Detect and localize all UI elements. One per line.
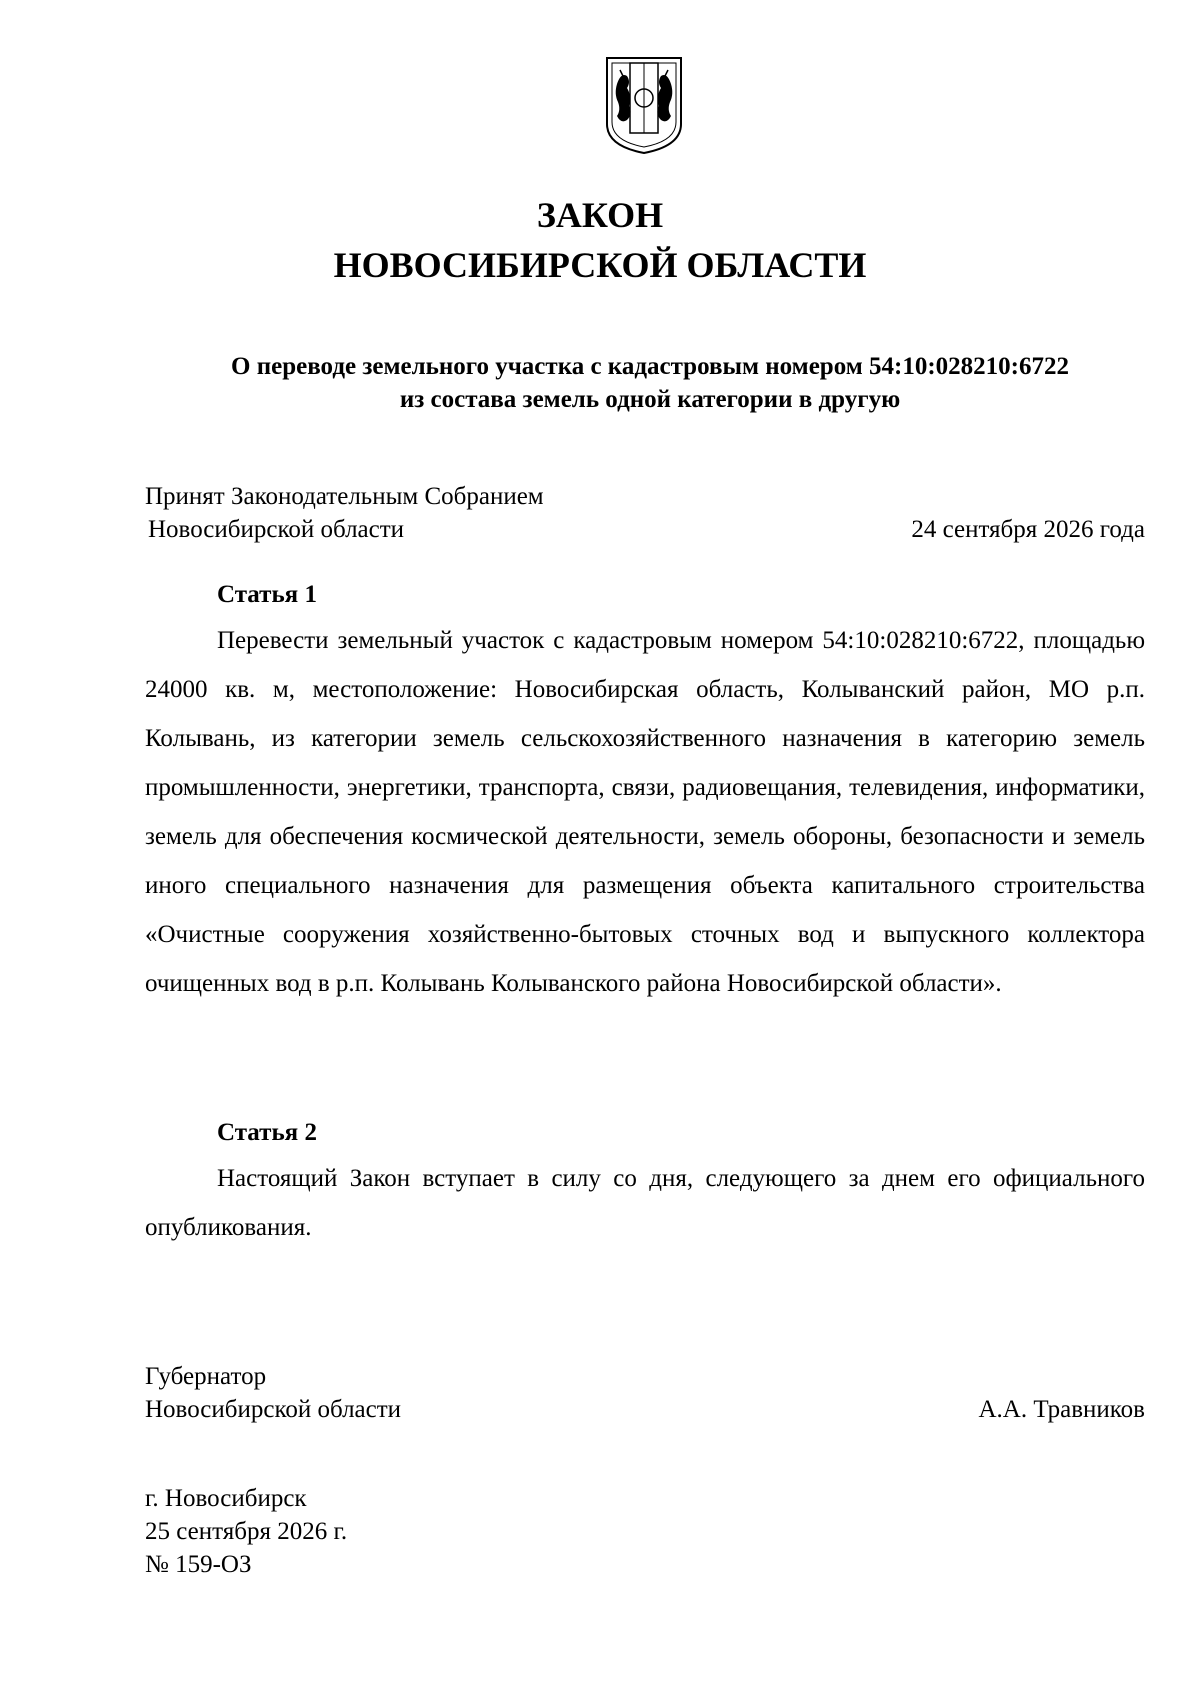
- signing-place: г. Новосибирск: [145, 1485, 307, 1512]
- law-title: [0, 190, 1200, 290]
- signing-date: 25 сентября 2026 г.: [145, 1518, 348, 1545]
- signatory-position-line1: Губернатор: [145, 1363, 267, 1390]
- law-subject-line2: из состава земель одной категории в другую: [399, 386, 901, 413]
- coat-of-arms-icon: [603, 54, 685, 156]
- law-subject-line1: О переводе земельного участка с кадастровым номером 54:10:028210:6722: [231, 353, 1069, 380]
- law-title-line1: ЗАКОН: [536, 195, 664, 235]
- law-subject: [130, 350, 1170, 416]
- article-1-text: Перевести земельный участок с кадастровым номером 54:10:028210:6722, площадью 24000 кв. м, местоположение: Новосибирская область, Колыванский район, МО р.п. Колывань, из категории земель сельскохозяйственного назначения в категорию земель промышленности, энергетики, транспорта, связи, радиовещания, телевидения, информатики, земель для обеспечения космической деятельности, земель обороны, безопасности и земель иного специального назначения для размещения объекта капитального строительства «Очистные сооружения хозяйственно-бытовых сточных вод и выпускного коллектора очищенных вод в р.п. Колывань Колыванского района Новосибирской области».: [145, 627, 1145, 997]
- signatory-name: А.А. Травников: [978, 1396, 1145, 1423]
- article-2-heading: Статья 2: [217, 1119, 317, 1146]
- article-1-heading: Статья 1: [217, 581, 317, 608]
- law-title-line2: НОВОСИБИРСКОЙ ОБЛАСТИ: [333, 245, 867, 285]
- law-number: № 159-ОЗ: [145, 1551, 252, 1578]
- coat-of-arms: [603, 54, 685, 156]
- adoption-date: 24 сентября 2026 года: [911, 516, 1145, 543]
- signatory-position-line2: Новосибирской области: [145, 1396, 402, 1423]
- adopted-by-line2: Новосибирской области: [148, 516, 405, 543]
- adopted-by-line1: Принят Законодательным Собранием: [145, 483, 544, 510]
- article-2-text: Настоящий Закон вступает в силу со дня, следующего за днем его официального опубликования.: [145, 1165, 1145, 1241]
